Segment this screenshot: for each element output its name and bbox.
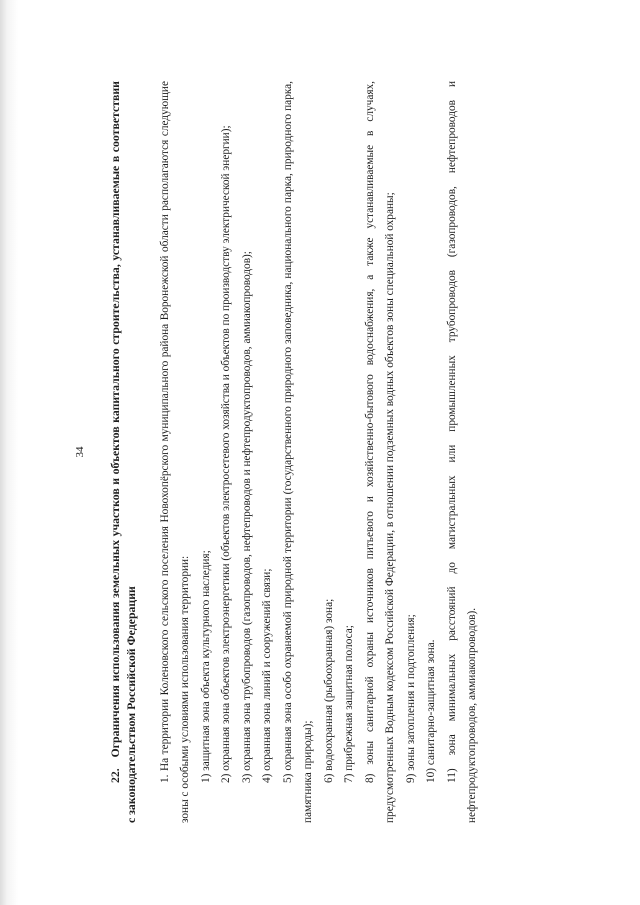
list-item: 9) зоны затопления и подтопления;: [404, 614, 417, 783]
list-item: 2) охранная зона объектов электроэнергетики (объектов электросетевого хозяйства и объектов по производству электрической энергии);: [220, 125, 232, 783]
scan-shadow-edge: [0, 0, 18, 905]
list-item: 1) защитная зона объекта культурного наследия;: [199, 550, 212, 783]
page-number: 34: [74, 446, 86, 458]
list-item: 3) охранная зона трубопроводов (газопроводов, нефтепроводов и нефтепродуктопроводов, аммиакопроводов);: [240, 251, 253, 783]
list-item: 7) прибрежная защитная полоса;: [343, 625, 355, 783]
section-heading: [107, 81, 139, 823]
list-item: 4) охранная зона линий и сооружений связи;: [261, 568, 273, 783]
list-item: 8) зоны санитарной охраны источников питьевого и хозяйственно-бытового водоснабжения, а также устанавливаемые в случаях, предусмотренных Водным кодексом Российской Федерации, в отношении подземных водных объектов зоны специальной охраны;: [363, 81, 396, 823]
section-title: Ограничения использования земельных участков и объектов капитального строительства, устанавливаемые в соответствии с законодательством Российской Федерации: [107, 81, 138, 823]
section-number: 22.: [107, 768, 122, 783]
list-item: 5) охранная зона особо охраняемой природной территории (государственного природного заповедника, национального парка, природного парка, памятника природы);: [281, 81, 314, 823]
rotated-text-block: [70, 81, 570, 823]
intro-paragraph: 1. На территории Коленовского сельского поселения Новохопёрского муниципального района Воронежской области располагаются следующие зоны с особыми условиями использования территории:: [158, 81, 191, 823]
list-item: 6) водоохранная (рыбоохранная) зона;: [322, 598, 335, 783]
list-item: 10) санитарно-защитная зона.: [425, 639, 437, 783]
list-item: 11) зона минимальных расстояний до магистральных или промышленных трубопроводов (газопроводов, нефтепроводов и нефтепродуктопроводов, аммиакопроводов).: [445, 81, 478, 823]
